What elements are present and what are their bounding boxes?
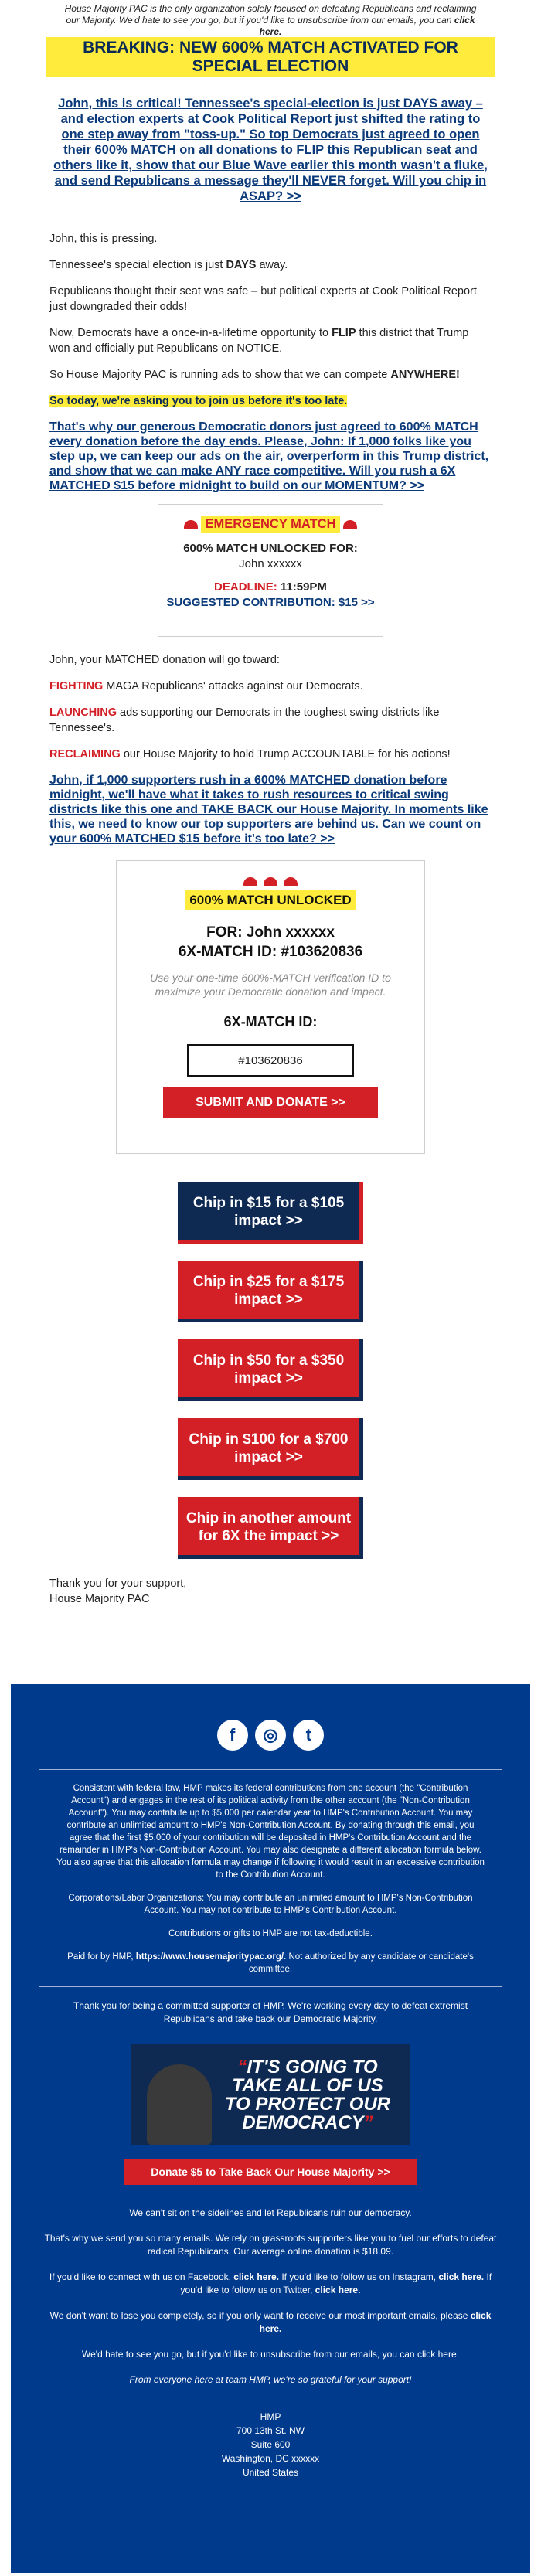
hmp-website-link[interactable]: https://www.housemajoritypac.org/ — [135, 1952, 284, 1962]
intro-p5: So House Majority PAC is running ads to show that we can compete ANYWHERE! — [49, 369, 460, 381]
paid-for-by: Paid for by HMP, https://www.housemajoritypac.org/. Not authorized by any candidate or candidate's committee. — [67, 1952, 474, 1974]
footer-why-emails: That's why we send you so many emails. We rely on grassroots supporters like you to fuel our efforts to defeat radical Republicans. Our average online donation is $18.09. — [44, 2233, 497, 2257]
match-id-input[interactable] — [187, 1044, 354, 1077]
intro-p1: John, this is pressing. — [49, 233, 158, 245]
suggested-contribution-link[interactable]: SUGGESTED CONTRIBUTION: $15 >> — [166, 596, 375, 609]
legal-tax: Contributions or gifts to HMP are not tax-deductible. — [168, 1929, 373, 1938]
intro-p4: Now, Democrats have a once-in-a-lifetime opportunity to FLIP this district that Trump won and officially put Republicans on NOTICE. — [49, 327, 469, 355]
mailing-address — [11, 2410, 530, 2479]
siren-icon — [343, 520, 357, 529]
address-street: 700 13th St. NW — [236, 2425, 305, 2436]
verification-note: Use your one-time 600%-MATCH verification ID to maximize your Democratic donation and impact. — [150, 972, 391, 998]
lead-donate-link[interactable]: John, this is critical! Tennessee's special-election is just DAYS away – and election experts at Cook Political Report just shifted the rating to one step away from "toss-up." So top Democrats just agreed to open their 600% MATCH on all donations to FLIP this Republican seat and others like it, show that our Blue Wave earlier this month wasn't a fluke, and send Republicans a message they'll NEVER forget. Will you chip in ASAP? >> — [53, 97, 488, 203]
address-country: United States — [242, 2467, 299, 2478]
donation-uses — [49, 652, 492, 846]
uses-intro: John, your MATCHED donation will go toward: — [49, 654, 280, 666]
instagram-icon[interactable]: ◎ — [255, 1720, 286, 1751]
siren-row — [117, 875, 424, 889]
footer-unsubscribe[interactable]: We'd hate to see you go, but if you'd like to unsubscribe from our emails, you can click here. — [82, 2349, 459, 2360]
match-id-box — [116, 860, 425, 1154]
match-unlocked-line: 600% MATCH UNLOCKED FOR: — [183, 542, 358, 555]
preheader — [31, 0, 510, 37]
signoff — [49, 1576, 492, 1684]
address-org: HMP — [260, 2411, 281, 2422]
address-suite: Suite 600 — [250, 2439, 291, 2450]
emergency-title: EMERGENCY MATCH — [201, 516, 341, 533]
use-fighting: FIGHTING MAGA Republicans' attacks against our Democrats. — [49, 680, 363, 692]
facebook-link[interactable]: click here. — [233, 2271, 280, 2282]
twitter-link[interactable]: click here. — [315, 2285, 361, 2295]
speaker-photo — [147, 2064, 212, 2145]
footer-thanks: Thank you for being a committed supporter of HMP. We're working every day to defeat extremist Republicans and take back our Democratic Majority. — [73, 2000, 468, 2024]
facebook-icon[interactable]: f — [217, 1720, 248, 1751]
banner-quote: “IT'S GOING TO TAKE ALL OF US TO PROTECT OUR DEMOCRACY” — [224, 2057, 391, 2133]
headline-banner — [46, 37, 495, 77]
signoff-line1: Thank you for your support, — [49, 1577, 187, 1590]
address-city: Washington, DC xxxxxx — [221, 2453, 320, 2464]
important-emails-link[interactable]: click here. — [259, 2310, 492, 2334]
chip-50-button[interactable]: Chip in $50 for a $350 impact >> — [178, 1339, 363, 1401]
emergency-match-box — [158, 504, 383, 637]
match-for-line: FOR: John xxxxxx — [206, 924, 335, 941]
siren-icon — [284, 877, 298, 886]
footer — [11, 1684, 530, 2573]
match-id-label: 6X-MATCH ID: — [223, 1014, 318, 1029]
unsubscribe-link[interactable]: click here. — [259, 15, 475, 37]
preheader-text: House Majority PAC is the only organization solely focused on defeating Republicans and reclaiming our Majority. We'd hate to see you go, but if you'd like to unsubscribe from our emails, you can — [64, 3, 477, 26]
donor-name: John xxxxxx — [239, 557, 302, 570]
emergency-title-row — [158, 516, 383, 533]
legal-disclaimer-box — [39, 1769, 502, 1987]
intro-p3: Republicans thought their seat was safe – but political experts at Cook Political Report just downgraded their odds! — [49, 285, 477, 313]
donate-5-button[interactable]: Donate $5 to Take Back Our House Majority >> — [124, 2159, 417, 2185]
siren-icon — [243, 877, 257, 886]
twitter-icon[interactable]: t — [293, 1720, 324, 1751]
footer-grateful: From everyone here at team HMP, we're so grateful for your support! — [129, 2374, 412, 2385]
chip-15-button[interactable]: Chip in $15 for a $105 impact >> — [178, 1182, 363, 1244]
social-row — [11, 1684, 530, 1761]
use-reclaiming: RECLAIMING our House Majority to hold Trump ACCOUNTABLE for his actions! — [49, 748, 451, 761]
deadline-line: DEADLINE: 11:59PM — [214, 580, 327, 594]
intro-copy — [49, 231, 492, 493]
email-container — [31, 0, 510, 1684]
chip-other-amount-button[interactable]: Chip in another amount for 6X the impact >> — [178, 1497, 363, 1559]
democracy-banner-image — [131, 2044, 410, 2145]
match-donate-link[interactable]: That's why our generous Democratic donors just agreed to 600% MATCH every donation before the day ends. Please, John: If 1,000 folks like you step up, we can keep our ads on the air, overperform in this Trump district, and show that we can make ANY race competitive. Will you rush a 6X MATCHED $15 before midnight to build on our MOMENTUM? >> — [49, 420, 489, 492]
headline-text: BREAKING: NEW 600% MATCH ACTIVATED FOR SPECIAL ELECTION — [83, 39, 458, 75]
instagram-link[interactable]: click here. — [438, 2271, 485, 2282]
intro-p2: Tennessee's special election is just DAYS away. — [49, 259, 288, 271]
footer-important-emails: We don't want to lose you completely, so if you only want to receive our most important emails, please click here. — [49, 2310, 492, 2334]
legal-corporations: Corporations/Labor Organizations: You may contribute an unlimited amount to HMP's Non-Contribution Account. You may not contribute to HMP's Contribution Account. — [68, 1894, 473, 1915]
chip-100-button[interactable]: Chip in $100 for a $700 impact >> — [178, 1418, 363, 1480]
match-unlocked-title: 600% MATCH UNLOCKED — [185, 890, 356, 910]
count-on-you-link[interactable]: John, if 1,000 supporters rush in a 600% MATCHED donation before midnight, we'll have what it takes to rush resources to critical swing districts like this one and TAKE BACK our House Majority. In moments like this, we need to know our top supporters are behind us. Can we count on your 600% MATCHED $15 before it's too late? >> — [49, 774, 488, 846]
intro-p6: So today, we're asking you to join us before it's too late. — [49, 395, 348, 407]
signoff-line2: House Majority PAC — [49, 1593, 150, 1605]
match-id-line: 6X-MATCH ID: #103620836 — [178, 944, 363, 960]
submit-donate-button[interactable]: SUBMIT AND DONATE >> — [163, 1087, 378, 1118]
legal-allocation: Consistent with federal law, HMP makes its federal contributions from one account (the "Contribution Account") and engages in the rest of its political activity from the other account (the "Non-Contribution Account"). You may contribute up to $5,000 per calendar year to HMP's Contribution Account. You may contribute an unlimited amount to HMP's Non-Contribution Account. By donating through this email, you agree that the first $5,000 of your contribution will be deposited in HMP's Contribution Account and the remainder in HMP's Non-Contribution Account. You may also designate a different allocation formula below. You also agree that this allocation formula may change if following it would result in an excessive contribution to the Contribution Account. — [56, 1784, 485, 1880]
chip-25-button[interactable]: Chip in $25 for a $175 impact >> — [178, 1261, 363, 1322]
footer-social-links: If you'd like to connect with us on Facebook, click here. If you'd like to follow us on Instagram, click here. If you'd like to follow us on Twitter, click here. — [49, 2271, 492, 2295]
footer-sidelines: We can't sit on the sidelines and let Republicans ruin our democracy. — [129, 2207, 412, 2218]
siren-icon — [264, 877, 277, 886]
siren-icon — [184, 520, 198, 529]
use-launching: LAUNCHING ads supporting our Democrats in the toughest swing districts like Tennessee's. — [49, 706, 440, 734]
